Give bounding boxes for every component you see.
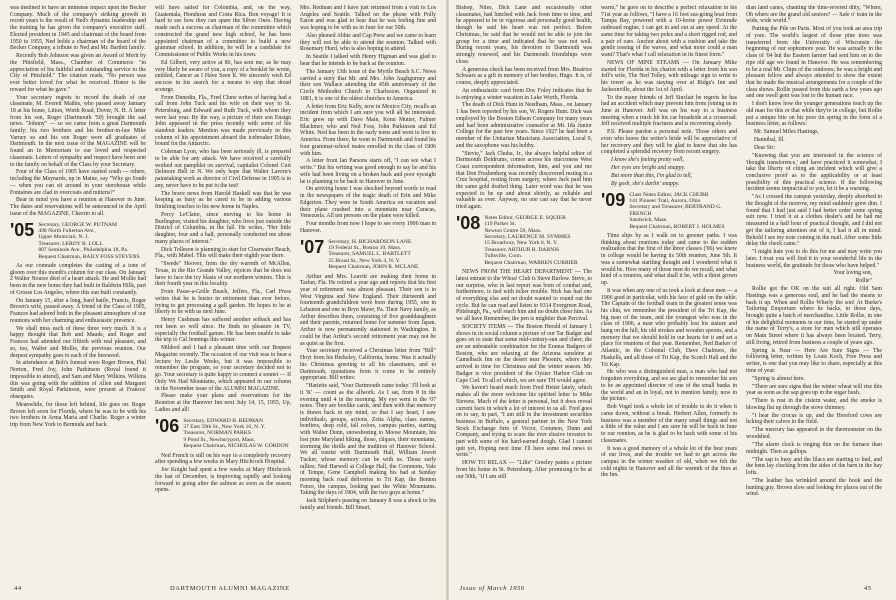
- address-line: 807 Seminole Ave., Philadelphia 18, Pa.: [38, 247, 129, 254]
- paragraph: Time slips by as I walk on to greener paths. I was thinking about reunions today and came to the sudden realization that the first of the three classes ('06) we knew in college would be having its 50th reunion, June 5th. It was a somewhat startling thought and I wondered what it would be. How many of those men do we recall, and what kind of a reunion, and what shall it be, with a thirst grown up.: [601, 233, 737, 286]
- address-line: Upper Montclair, N. J.: [38, 234, 89, 241]
- paragraph: Henry Cushman has suffered another setback and has not been so well since. He finds no pleasure in TV, especially the football games. He has been unable to take the trip to Cal Jennings this winter.: [155, 317, 291, 344]
- page-number: 45: [864, 585, 872, 592]
- class-officers: [629, 192, 737, 230]
- paragraph: On January 15, after a long, hard battle, Francis, Roger Brown's wife, passed away. A friend of the Class of 1905, Frances had adored both in the pleasant atmosphere of our reunions with her charming and enthusiastic presence.: [10, 297, 146, 324]
- class-year: '07: [300, 236, 325, 257]
- class-officers: [328, 239, 418, 271]
- paragraph: "There is rust in the cistern water, and the smoke is blowing flat up through the stove chimney.: [746, 398, 882, 411]
- paragraph: In attendance at Bob's funeral were Roger Brown, Phil Norton, Fred Joy, John Parkinson (Royal found it impossible to attend), and Sam and Mary Wilkins. Wilkins this was going with the addition of Allen and Margaret Smith and Royal Parkinson, were present at Frances' obsequies.: [10, 360, 146, 400]
- class-header-1909: [601, 189, 737, 230]
- class-header-1907: [300, 236, 436, 271]
- column-1: [10, 5, 146, 575]
- paragraph: A letter from Ian Parsons starts off, "I can see what I write." But his writing was good enough to say he and his wife had been living on a broken back and poor eyesight he is planning to be back in Hanover in June.: [300, 158, 436, 185]
- address-line: 25 Broad St., New York 4, N. Y.: [328, 257, 401, 264]
- magazine-title: DARTMOUTH ALUMNI MAGAZINE: [170, 585, 290, 592]
- paragraph: Meanwhile, for those left behind, life goes on. Roger Brown left soon for Florida, where he was to be with his two brothers in Arma Maria and Charlie. Roger a winter trip from New York to Bermuda and back.: [10, 401, 146, 428]
- paragraph: The brave news from Harold Haskell was that he was keeping as busy as he cared to be in adding various finishing touches to his new home in Naples.: [155, 190, 291, 211]
- paragraph: Bob Vogel took a whole lot of trouble to do it when it came down, without a break. Herbert Allen, formerly in business was a member of the many small things and not a little of the value and I am sure he will be back in June to our reunion, as he is glad to be back with some of his classmates.: [601, 404, 737, 444]
- secretary-line: Secretary, EDWARD B. REDMAN: [183, 417, 263, 424]
- address-line: Tuftsville, Conn.: [484, 253, 523, 260]
- paragraph: Four of the Class of 1905 have started south — others, including the Maynards, up in Maine, say "Why go South — when you can sit around in your storehouse while Fontaines are clad in overcoats and mittens?": [10, 169, 146, 196]
- paragraph: NEWS OF MINE STEAMS — On January Mike started for Florida in his chariot with a letter from his son Jeff's wife, The Ned Tolley, with mileage sign to write to his tower as he was staying over at Ridge's Inn and Jacksonville, about the 1st of April.: [601, 59, 737, 93]
- paragraph: P.S. Please pardon a personal note. Those others and even who know the writer's bride will be appreciative of her recovery and they will be glad to know that she has completed a splendid recovery from recent surgery.: [601, 129, 737, 156]
- class-officers: [183, 418, 288, 450]
- verse-line: Her eyes are bright and snappy.: [611, 165, 686, 172]
- letter-signature: Rollie": [855, 278, 872, 285]
- paragraph: Ed Gilbert, very active at 80, has sent me, as he may very likely be aware of you, a copy of a booklet he wrote, entitled, Cancer as I Have Seen It. We sincerely wish Ed success in his search for a means to stop that dread scourge.: [155, 59, 291, 93]
- bequest-line: Bequest Chairman, BAILY FOSS STEVENS: [38, 253, 140, 260]
- notes-editor-line: Class Notes Editor, JACK CHUBB: [629, 191, 709, 198]
- notes-editor-line: Notes Editor, GEORGE E. SQUIER: [484, 214, 566, 221]
- paragraph: Putting the Pile on Paris. Most of you took an area trip of yore. The world's largest of those pine trees was transferred from the University of Wisconsin the beginning of our sophomore year. He was actually in the class of '04 but the Eastern farmer had sent him on to the ripe old age we found in Hanover. He was remembering to be a real Mr. Chips of the outdoors; he was a bright and pleasant fellow and always attended to show the extent that he made the musical arrangements for a couple of the class shows. Rollie passed from this earth a few years ago and one swell gent was lost to the human race.: [746, 26, 882, 100]
- paragraph: Mildred and I had a pleasant time with our Bequest Magazine recently. The occasion of our visit was to hear a lecture by Leslie Weeks, but it was impossible to remember the program, so your secretary decided not to go. Your secretary is quite happy to connect a sonnet — If Only We Had Mountains, which appeared in our column in the November issue of the ALUMNI MAGAZINE.: [155, 345, 291, 392]
- treasurer-line: Treasurer, LEROY B. LOLL: [38, 240, 103, 247]
- page-number: 44: [14, 585, 22, 592]
- paragraph: Dick Tolleson is planning to start for Clearwater Beach, Fla., with Mabel. This will make their eighth year there.: [155, 246, 291, 260]
- paragraph: Please make your plans and reservations for the Reunion at the Hanover Inn next July 14, 15, 1955, Up, Ladies and all!: [155, 393, 291, 413]
- verse-line: I know she's feeling pretty well,: [611, 157, 684, 164]
- column-4: [456, 5, 592, 575]
- paragraph: From Dunedin, Fla., Fred Clune writes of having had a call from John Tuck and his wife on their way to St. Petersburg, and Edward and Ruth Tuck, with whom they were last year. By the way, a picture of their son Ensign John appeared in the press recently with some of his standout leaders. Mention was made previously in this column of his appointment aboard the icebreaker Edisto, bound for the Antarctic.: [155, 94, 291, 148]
- paragraph: We shall miss each of these three very much. It is a happy thought that Bob and Maude, and Roger and Frances had attended our fiftieth with real pleasure, and so, too, Walter and Mollie, the previous reunion. Our deepest sympathy goes to each of the bereaved.: [10, 325, 146, 359]
- treasurer-line: Treasurer, ARTHUR R. DARNIS: [484, 246, 560, 253]
- paragraph: Mrs. Redman and I have just returned from a visit to Los Angeles and Seattle. Talked on the phone with Polly Eaton and was glad to hear that he was feeling fine and was hoping to be with us in June for our 50th.: [300, 5, 436, 32]
- paragraph: Percy LeClaire, since moving to his home in Burlington, visited his daughter, who lives just outside the District of Columbia, in the fall. He writes, "Her little daughter, four and a half, personally conducted me about many places of interest.": [155, 212, 291, 245]
- paragraph: Ned French is still on his way to a completely recovery after spending a few weeks in Mary Hitchcock Hospital.: [155, 452, 291, 466]
- paragraph: As our comrade completes the casting of a tone of gloom over this month's column for our class. On January 2 Walter Nourse died of a heart attack. He and Mollie had been in the new home they had built in Baldwin Hills, part of Grosse Los Angeles, where this sun built constantly.: [10, 262, 146, 296]
- bequest-line: Bequest Chairman, ROBERT J. HOLMES: [629, 223, 725, 230]
- column-6: [746, 5, 882, 575]
- paragraph: Jack Stilphen's passing on January 8 was a shock to his family and friends. Bill Smart,: [300, 498, 436, 512]
- class-year: '05: [10, 219, 35, 240]
- paragraph: HOW TO RELAX — "Lilie" Greeley paints a picture from his home in St. Petersburg. After promising to be at our 50th, "if I am still: [456, 460, 592, 480]
- letter-addressee: Mr. Samuel Miles Hastings,: [754, 129, 819, 136]
- class-year: '08: [456, 212, 481, 233]
- paragraph: "The leather has wrinkled around the book and the hunting guy. Brown slow and looking for places out of the wind.: [746, 477, 882, 498]
- paragraph: will have sailed for Colombia, and, on the way, Guatemala, Honduras and Costa Rica. Bon voyage! It is hard to see how they can spare the Silver Ones. Having made such a success as chairman of the committee which constructed the grand new high school, he has been appointed chairman of a committee to build a new grammar school. In addition, he will be a candidate for Commissioner of Public Works in his town.: [155, 5, 291, 58]
- paragraph: "Hariette said, 'Your Dartmouth came today.' I'll look at it 'K' — count as the allwork. As I sat, from 8 in the evening until 4 in the morning. My eye went to the '07 notes. They are boxlike cards, and then with that memory is drawn back in my mind, so that I say heart, I saw individuals, groups, actions. Zetta Alpha, class names, bonfires, deep cold, fall colors, campus parties, starting with Walter Dunn, snowshoeing to Moose Mountain, his lost pine Maryland hiking, those, cliques, their mountains, storming the thrills and the tradition of Hanover School. We all tourist with Dartmouth Hall, William Jewett Tucker, whose memory can be with us. Those early rallies; Ned Harwell at College Hall, the Commons, Vale of Tempe, Gene Campbell making his bad at Sunday morning back road deliveries to Tri Kap, the Benton Fence, the campus, looking past the White Mountains. Taking the days of 1904, with the two guys at home.": [300, 383, 436, 497]
- class-officers: [484, 215, 577, 266]
- letter-salutation: Dear Sir:: [754, 145, 776, 151]
- bequest-line: Bequest Chairman, NICHOLAS W. GORDON: [183, 443, 289, 450]
- address-line: 498 North Fullerton Ave.,: [38, 227, 96, 234]
- paragraph: Recently Bob Johnson was given an Award of Merit by the Pittsfield, Mass., Chamber of Commerce "in appreciation of his faithful and outstanding service to the City of Pittsfield." The citation reads, "No person was ever better loved for what he received. Honor is the reward for what he gave.": [10, 53, 146, 93]
- paragraph: "The mercury has appeared in the thermometer on the woodshed.: [746, 427, 882, 441]
- paragraph: was destined to have an immense impact upon the Becker Company. Much of the company's striking growth in recent years is the result of Ned's dynamic leadership and the training he has given the company's executive staff. Elected president in 1945 and chairman of the board from 1950 to 1955, Ned holds a chairman of the board of the Becker Company, a tribute to Ned and Mr. Bartlett family.: [10, 5, 146, 52]
- issue-date: Issue of March 1956: [460, 585, 525, 592]
- paragraph: "Swede" Hoover, from the dry warmth of McAllen, Texas, in the Rio Grande Valley, rejoices that he does not have to face the icy blasts of our northern winters. This is their fourth year in this locality.: [155, 261, 291, 288]
- address-line: 119 Parker St.: [484, 221, 516, 228]
- class-header-1908: [456, 212, 592, 266]
- paragraph: "I might hate you to do this for me and may write you later. I trust you will find it to your wonderful life in the business world, the gratitude for those who have helped.": [746, 249, 882, 269]
- class-year: '09: [601, 189, 626, 210]
- paragraph: "The sap is busy and the lilacs are starting to bud, and the hens lay clucking from the sides of the barn in the hay lofts.: [746, 456, 882, 476]
- paragraph: Your secretary regrets to record the death of our classmate, M. Everett Mathis, who passed away January 18 at his home, Litton, Worth Road, Dover, N. H. A letter from his son, Roger (Dartmouth '50) brought the sad news. "Johnny" — so we came from a great Dartmouth family; his two brothers and his brother-in-law Mike Varney so and his son Roger were all graduates of Dartmouth. In the next issue of the MAGAZINE will be found an In Memoriam to our loved and respected classmate. Letters of sympathy and respect have been sent to the family on behalf of the Class by your Secretary.: [10, 94, 146, 168]
- paragraph: To the many friends of Jeff Sinclair he regrets he has had an accident which may prevent him from joining us in June at Hanover. Jeff was on his way to a business meeting when a truck hit his car broadside at a crossroad. Jeff received multiple fractures and is recovering slowly.: [601, 94, 737, 128]
- address-line: 37 East 59th St., New York 16, N. Y.: [183, 423, 266, 430]
- secretary-line: Secretary and Treasurer, BERTRAND G. FRENCH: [629, 204, 722, 217]
- paragraph: Coleman Lyon, who has been seriously ill, is prepared to be able for any attack. We have received a carefully worked out pamphlet on survival, capitalist Colonel Curt Delmore Bell in N. We only hope that Walter Lavern's painstaking work as director of Civil Defense in 1905 is in any, never have to be put to the test!: [155, 149, 291, 189]
- paragraph: We haven't heard much from Fred Hetter lately, which makes all the more welcome his spirited letter to Mike Stevens. Much of the letter is personal, but it does reveal current facts in which a lot of interest to us all. Fred goes on to say, in part, "I am still in the investment securities business in Buffalo, a general partner in the New York Stock Exchange firm of Victor, Common, Dunn and Company, and trying to scare the ever elusive investor to part with some of his hard-earned dough. Glad I cannot quit yet, Hoping next time I'll have some real news to write.": [456, 385, 592, 459]
- class-officers: [38, 222, 139, 260]
- class-year: '06: [155, 415, 180, 436]
- letter-address: Hannibal, Ill.: [754, 137, 785, 144]
- bequest-line: Bequest Chairman, JOHN R. MCLANE: [328, 264, 419, 271]
- verse-line: By gosh, she's darlin' snappy.: [611, 180, 680, 187]
- right-page: [448, 0, 896, 600]
- address-line: 19 Federal St., Boston 10, Mass.: [328, 244, 402, 251]
- paragraph: "Knowing that you are interested in the science of 'thought transference,' and have practiced it somewhat, I take the liberty of citing an incident which will give a conclusive proof as to the applicability or at least possibility of this practical science. If the following incident seems impractical to you, let it be a warning.: [746, 152, 882, 193]
- paragraph: He who was a distinguished man, a man who had not forgotten everything, and we are glad to remember his son to be an appointed director of one of the small banks in the world and an in loyal, not to mention family, now in the picture.: [601, 369, 737, 403]
- paragraph: Bear in mind you have a reunion at Hanover in June. The dates and reservations will be announced in the April issue of the MAGAZINE. Cheerio to all.: [10, 197, 146, 217]
- paragraph: The January 13th issue of the Myrtle Beach S.C. News carried a story that Mr. and Mrs. John Aughgurney and their son Wallace attending the 45th anniversary of the Circle Methodist Church in Charleston. Organized in 1881, it is one of the oldest churches in America.: [300, 68, 436, 102]
- paragraph: Spring is Near — Here Are Sure Signs — The following letter, written by Louis Koch, Free Press and writer, is one that you may like to share, especially at this time of year:: [746, 347, 882, 374]
- address-line: 141 Pioneer Trail, Aurora, Ohio: [629, 198, 701, 204]
- paragraph: "Stevie," Jack Chuba, Jr., the always helpful editor of Dartmouth Doldrums, comes across his stucconess West Coast correspondent information, him, and you and me that Don Freshenberg was recently discovered resting in a Cruz hospital, resting from surgery, where Jack paid him the same gold drafted thing. Later word was that he was expected to be up and about shortly, as reliable and valuable as ever. Anyway, no one can say that he never tried again.: [456, 150, 592, 211]
- treasurer-line: Treasurer, NORMAN PARKS: [183, 430, 251, 437]
- paragraph: A letter from Eric Kelly, now in Mexico City, recalls an incident from which I am sure you will all be interested. Eric grew up with Dave Main, Kenn Mutter, Fulmer Blackmer, who and Ned Foss, John Parkinson and Ed White. Ned has been in the early teens and went to live in America. From there, he went to Dartmouth and found his four grammar-school mates enrolled in the class of 1906 with him.: [300, 103, 436, 157]
- paragraph: dian land canes, chanting the time-revered ditty, "Where, Oh where are the grand old seniors? — Safe o' train in the wide, wide world.": [746, 5, 882, 25]
- paragraph: warm," he goes on to describe a perfect relaxation in his 71st year as follows, "I have a 16 foot sea-going boat from Tampa Bay, powered with a 10-horse power Evinrude outboard engine, I can get in and out at any speed. At the same time for taking two poles and a short rigged rod, and a pair of oars. Anchor about with a cushion and take the gentle tossing of the waves, and what more could a man want? That's what I call relaxation in its finest form.": [601, 5, 737, 58]
- paragraph: On arriving home I was shocked beyond words to read in the newspapers of the tragic death of Erin and Mike Edgerton. They were in South America on vacation and their plane crashed into a mountain near Caracas, Venezuela. All ten persons on the plane were killed.: [300, 186, 436, 220]
- paragraph: Rollie got the OK on the suit all right. Old Sam Hastings was a generous soul, and he had the means to back it up. When and Rollie Wherly the son! At Burke's Tailoring Emporium where he backs, in those days, brought quite a batch of merchandise. Little Rollie, in one of his delightful moments in our time, he started up under the name of Terry's, a store for men which still operates on Main Street where it has always been located. Terry, still living, retired from business a couple of years ago.: [746, 286, 882, 346]
- address-line: 9 Pond St., Newburyport, Mass.: [183, 436, 256, 443]
- column-5: [601, 5, 737, 575]
- column-2: [155, 5, 291, 575]
- paragraph: Bishop, Niles, Dick Lane and occasionally other classmates, had lunched with Jack from time to time, and he appeared to be in vigorous and personally good health, though he said his heart was not perfect. Before Christmas, he said that he would not be able to join the group for a time and indicated that he was not well. During recent years, his devotion to Dartmouth was strongly renewed, and his Dartmouth friendships were close.: [456, 5, 592, 65]
- paragraph: Your secretary received a Christmas letter from "Bill" Hoyt from his Berkeley, California, home. Was it actually his Christmas greeting to all his classmates, and to Dartmouth, quotations from it come to be entirely appropriate. Bill writes:: [300, 348, 436, 382]
- secretary-line: Secretary, H. RICHARDSON LANE: [328, 238, 412, 245]
- paragraph: "Spring is almost here.: [752, 375, 805, 382]
- paragraph: It was when any one of us took a look at these men — a 1906 grad in particular, with his face of gold on the table. The Captain of the football team in the greatest sense was his chin, we remember the president of the Tri Kap, the big man of the team, and the youngest who was in the class of 1906, a man who probably lost his stature and hung on the hill, his old strokes and wooden spoons, and a memory that we should hold in our hearts for it and set a place for reunions of that year. Remember, Ned Barker of Atlantic, in the Colonial Club, Dave Chalmers, the Haskells, and all those of Tri Kap, the Scotch Hall and the Tri Kap.: [601, 287, 737, 368]
- treasurer-line: Treasurer, SAMUEL L. BARTLETT: [328, 251, 411, 258]
- paragraph: Four months from now I hope to see every 1906 man in Hanover.: [300, 221, 436, 234]
- paragraph: It was a good memory of a whole lot of the best years of our lives, and the trouble we had to get across the campus in the winter weather of old, when we felt the cold nights in Hanover and all the warmth of the fires at the Inn.: [601, 445, 737, 479]
- paragraph: "As I crossed the campus yesterday, deeply absorbed in the thought of the morrow, my mind suddenly grew dim. I found that I had just said I had better order some spring suit now. I tried it at a clothes dealer's and he had me measured in a half hour of practical thought, and I did not get the tailoring attention out of it, I had it all in mind. Behold I see my note coming in the mail. After some little delay the check came.": [746, 194, 882, 248]
- paragraph: "There are sure signs that the winter wheat will rise this year as soon as the sap goes up in the sugar bush.: [746, 383, 882, 397]
- column-3: [300, 5, 436, 575]
- paragraph: The death of Dick Hunt in Needham, Mass., on January 1 has been reported by his son, W. Rogers Hunt. Dick was employed by the Boston Edison Company for many years and had been administrative counselor at Mt. Ida Junior College for the past few years. Since 1927 he had been a member of the Unitarian Musicians Association, Local 9, and the saxophone was his hobby.: [456, 102, 592, 149]
- address-line: Sandwich, Mass.: [629, 217, 668, 224]
- address-line: 15 Broadway, New York 6, N. Y.: [484, 240, 558, 247]
- secretary-line: Secretary, GEORGE W. PUTNAM: [38, 221, 118, 228]
- paragraph: NEWS FROM THE HEART DEPARTMENT — The latest entrant to the Whoa! Club is Steve Burlow. Steve, to our surprise, who in last report was born of combat and, furthermore, is tied with ticker trouble. Nick has had one of everything else and no doubt wanted to round out the cycle. But he can read and listen to 9314 Evergreen Road, Pittsburgh, Pa., will reach him and no doubt cheer him. As we all have Remember, the pen is mightier than Percival.: [456, 269, 592, 323]
- paragraph: A generous check has been received from Mrs. Beatrice Schwarz as a gift in memory of her brother, Hugo. It is, of course, deeply appreciated.: [456, 66, 592, 86]
- paragraph: Arthur and Mrs. Leavitt are making their home in Tarlun, Fla. He retired a year ago and reports that his first year of retirement was almost pleasant. Their son is in West Virginia and New England. Their thirteenth and fourteenth grandchildren were born during 1955, one in Lebanon and one in Bryn Mawr, Pa. Their Navy family, as Arthur describes them, consisting of five granddaughters and their parents, returned home for summer from Japan. Arthur is now permanently stationed in Washington. It could be that Arthur's second retirement year may not be as quiet as the first.: [300, 273, 436, 347]
- bequest-line: Bequest Chairman, WARREN CURRIER: [484, 259, 578, 266]
- secretary-line: Secretary, LAURENCE M. SYMMES: [484, 234, 571, 241]
- paragraph: "I hear the crocus is up, and the Hereford cows are licking their calves in the field.: [746, 412, 882, 426]
- paragraph: Also phoned Abbie and Cap Prew and we came to learn they will not be able to attend the reunion. Talked with Rosemary Hurd, who is also hoping to attend.: [300, 33, 436, 53]
- paragraph: From Passe-a-Grille Beach, Jeffers, Fla., Carl Press writes that he is busier in retirement than ever before, trying to get processing a gall garden. He hopes to be at liberty to be with us next June.: [155, 289, 291, 316]
- verse-line: But more than this, I'm glad to tell,: [611, 173, 693, 179]
- paragraph: An enthusiastic card from Doc Foley indicates that he is enjoying a winter vacation in Lake Worth, Florida.: [456, 87, 592, 101]
- class-header-1905: [10, 219, 146, 260]
- address-line: Newton Centre 59, Mass.: [484, 227, 542, 234]
- paragraph: "The alarm clock is ringing thin on the furnace than midnight. Then as gallops.: [746, 441, 882, 455]
- paragraph: SOCIETY ITEMS — The Boston Herald of January 1 shows in its social column a picture of our Tar Badger and goes on to state that some mid-century-sun and cheer, die are an unbeatable combination for the Eranus Badgers of Boston, who are relaxing at the Arizona sunshine at Camelback Inn on the desert near Phoenix, where they arrived in time for Christmas and the winter season. Mr. Badger is vice president of the Oyster Harbor Club on Cape Cod. To all of which, we are sure TH would agree.: [456, 323, 592, 384]
- letter-closing: Your loving son,: [833, 270, 872, 277]
- paragraph: Joe Knight had spent a few weeks at Mary Hitchcock the last of December, is improving rapidly and looking forward to going after the salmon as soon as the season opens.: [155, 467, 291, 494]
- paragraph: In Seattle I talked with Henry Higman and was glad to hear that he intends to be back at the reunion.: [300, 54, 436, 67]
- class-header-1906: [155, 415, 291, 450]
- paragraph: I don't know how the younger generations touch up the old man for this or that while they're in college, but Rollie put a unique bite on his poor tin spring in the form of a business letter, as follows:: [746, 101, 882, 128]
